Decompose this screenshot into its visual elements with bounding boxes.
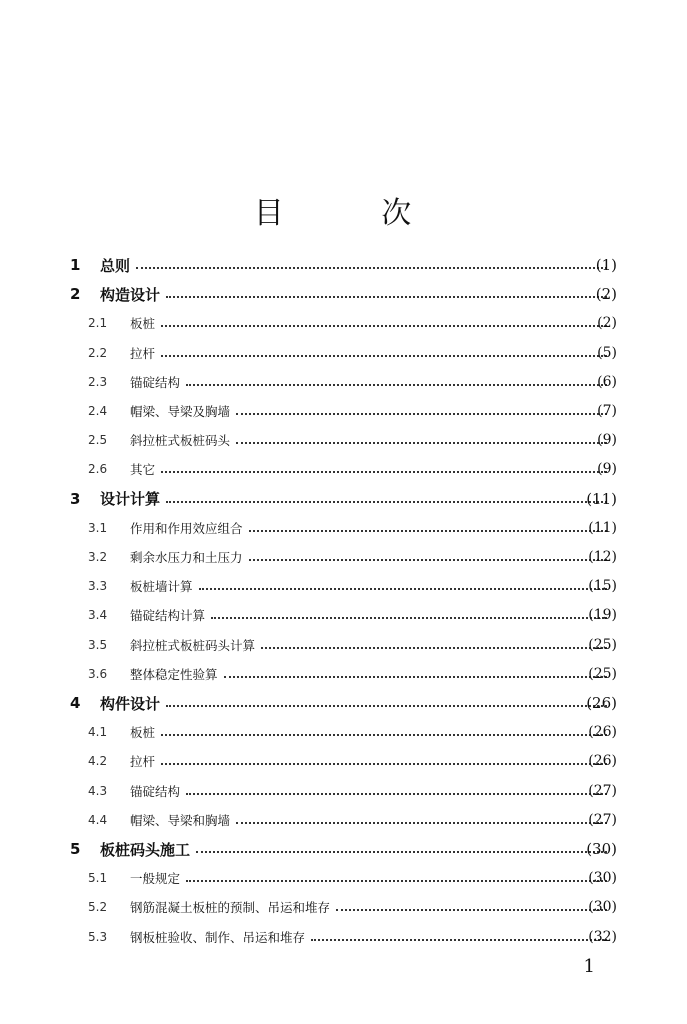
entry-title: 整体稳定性验算 <box>130 666 218 682</box>
dot-leader <box>224 676 607 678</box>
entry-page-number: (19) <box>588 607 617 624</box>
toc-section-entry <box>0 661 687 687</box>
entry-page-number: (15) <box>588 578 617 595</box>
dot-leader <box>249 530 607 532</box>
entry-number: 3.1 <box>88 520 108 535</box>
entry-page-number: (25) <box>588 636 617 653</box>
toc-section-entry <box>0 894 687 920</box>
toc-chapter-entry <box>0 252 687 278</box>
toc-section-entry <box>0 544 687 570</box>
dot-leader <box>161 325 607 327</box>
entry-title: 其它 <box>130 462 156 478</box>
entry-page-number: (9) <box>597 461 617 478</box>
dot-leader <box>186 880 607 882</box>
toc-section-entry <box>0 573 687 599</box>
toc-section-entry <box>0 398 687 424</box>
entry-title: 设计计算 <box>100 490 161 509</box>
entry-page-number: (25) <box>588 665 617 682</box>
entry-title: 钢筋混凝土板桩的预制、吊运和堆存 <box>130 900 331 916</box>
entry-title: 帽梁、导梁及胸墙 <box>130 404 231 419</box>
entry-title: 板桩墙计算 <box>130 579 193 595</box>
entry-title: 板桩码头施工 <box>100 840 191 859</box>
entry-title: 斜拉桩式板桩码头计算 <box>130 637 256 653</box>
entry-number: 4 <box>70 694 81 712</box>
entry-page-number: (30) <box>588 899 617 916</box>
toc-section-entry <box>0 602 687 628</box>
entry-title: 锚碇结构 <box>130 783 181 799</box>
entry-number: 5.2 <box>88 900 108 915</box>
dot-leader <box>261 647 607 649</box>
entry-number: 3.5 <box>88 637 108 652</box>
entry-title: 拉杆 <box>130 754 156 770</box>
page-title: 目 次 <box>253 196 456 231</box>
dot-leader <box>211 617 607 619</box>
entry-page-number: (27) <box>588 811 617 828</box>
dot-leader <box>136 267 607 269</box>
toc-section-entry <box>0 369 687 395</box>
toc-chapter-entry <box>0 690 687 716</box>
entry-page-number: (26) <box>586 694 617 712</box>
entry-page-number: (30) <box>586 840 617 858</box>
toc-section-entry <box>0 632 687 658</box>
entry-title: 剩余水压力和土压力 <box>130 550 243 565</box>
toc-section-entry <box>0 427 687 453</box>
dot-leader <box>199 588 607 590</box>
entry-title: 斜拉桩式板桩码头 <box>130 433 231 449</box>
entry-page-number: (32) <box>588 928 617 945</box>
toc-section-entry <box>0 865 687 891</box>
dot-leader <box>236 822 607 824</box>
entry-page-number: (2) <box>595 285 617 304</box>
toc-chapter-entry <box>0 281 687 307</box>
entry-page-number: (30) <box>588 870 617 887</box>
toc-section-entry <box>0 456 687 482</box>
dot-leader <box>161 355 607 357</box>
dot-leader <box>311 939 607 941</box>
entry-number: 2.1 <box>88 316 108 331</box>
entry-page-number: (5) <box>597 344 617 361</box>
toc-chapter-entry <box>0 836 687 862</box>
toc-section-entry <box>0 719 687 745</box>
dot-leader <box>249 559 607 561</box>
dot-leader <box>166 705 607 707</box>
entry-number: 5.1 <box>88 871 108 886</box>
entry-page-number: (27) <box>588 782 617 799</box>
entry-title: 作用和作用效应组合 <box>130 520 243 536</box>
entry-page-number: (11) <box>586 489 617 508</box>
entry-title: 板桩 <box>130 316 156 332</box>
toc-section-entry <box>0 807 687 833</box>
entry-page-number: (26) <box>588 753 617 770</box>
dot-leader <box>336 909 607 911</box>
entry-title: 拉杆 <box>130 345 156 361</box>
entry-page-number: (12) <box>588 549 617 565</box>
entry-title: 构造设计 <box>100 285 161 304</box>
entry-number: 2.3 <box>88 374 108 389</box>
entry-number: 3.6 <box>88 666 108 681</box>
entry-page-number: (7) <box>597 403 617 419</box>
dot-leader <box>161 471 607 473</box>
entry-page-number: (26) <box>588 724 617 741</box>
entry-title: 构件设计 <box>100 694 161 713</box>
entry-page-number: (2) <box>597 315 617 332</box>
entry-title: 帽梁、导梁和胸墙 <box>130 812 231 828</box>
entry-title: 总则 <box>100 256 131 275</box>
dot-leader <box>186 384 607 386</box>
entry-title: 板桩 <box>130 725 156 741</box>
dot-leader <box>236 413 607 415</box>
toc-section-entry <box>0 924 687 950</box>
entry-number: 4.2 <box>88 754 108 769</box>
entry-number: 3.4 <box>88 608 108 623</box>
dot-leader <box>166 501 607 503</box>
toc-section-entry <box>0 748 687 774</box>
entry-page-number: (9) <box>597 432 617 449</box>
entry-title: 钢板桩验收、制作、吊运和堆存 <box>130 929 306 945</box>
toc-section-entry <box>0 310 687 336</box>
entry-number: 2.6 <box>88 462 108 477</box>
entry-number: 1 <box>70 256 81 274</box>
entry-number: 2.5 <box>88 433 108 448</box>
dot-leader <box>236 442 607 444</box>
entry-page-number: (1) <box>595 256 617 274</box>
dot-leader <box>161 734 607 736</box>
entry-number: 2 <box>70 285 81 304</box>
entry-number: 3 <box>70 489 81 508</box>
entry-number: 4.4 <box>88 812 108 827</box>
toc-section-entry <box>0 515 687 541</box>
entry-title: 一般规定 <box>130 871 181 887</box>
entry-page-number: (11) <box>588 519 617 536</box>
entry-number: 3.2 <box>88 550 108 564</box>
toc-section-entry <box>0 778 687 804</box>
toc-chapter-entry <box>0 486 687 512</box>
page-number: 1 <box>583 956 595 977</box>
dot-leader <box>196 851 607 853</box>
entry-page-number: (6) <box>597 373 617 390</box>
entry-number: 5.3 <box>88 929 108 944</box>
entry-title: 锚碇结构计算 <box>130 608 206 624</box>
toc-section-entry <box>0 340 687 366</box>
entry-number: 2.2 <box>88 345 108 360</box>
entry-title: 锚碇结构 <box>130 374 181 390</box>
dot-leader <box>166 296 607 298</box>
entry-number: 5 <box>70 840 81 858</box>
entry-number: 3.3 <box>88 579 108 594</box>
dot-leader <box>161 763 607 765</box>
dot-leader <box>186 793 607 795</box>
entry-number: 4.1 <box>88 725 108 740</box>
entry-number: 2.4 <box>88 404 108 418</box>
entry-number: 4.3 <box>88 783 108 798</box>
